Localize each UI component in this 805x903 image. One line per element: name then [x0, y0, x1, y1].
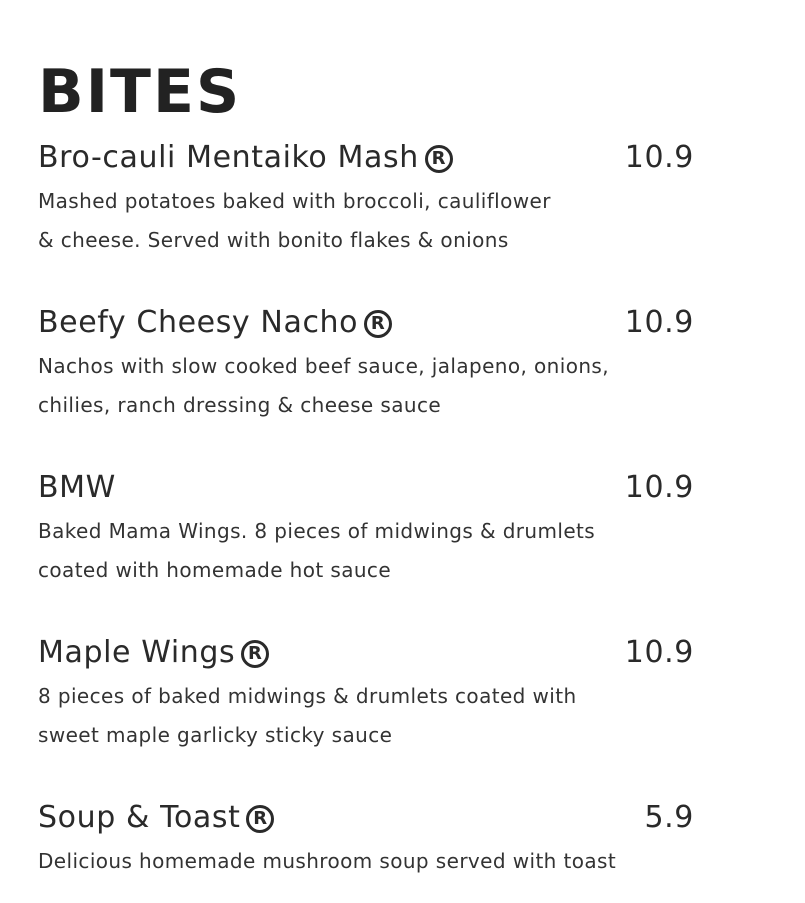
menu-item-name — [38, 303, 392, 343]
menu-item-header — [38, 468, 698, 508]
description-line: & cheese. Served with bonito flakes & onions — [38, 228, 509, 252]
menu-item-name-text: Beefy Cheesy Nacho — [38, 305, 359, 340]
registered-mark-icon: R — [364, 310, 392, 338]
menu-item-name — [38, 798, 274, 838]
menu-item-header — [38, 633, 698, 673]
section-title: BITES — [38, 57, 242, 127]
description-line: chilies, ranch dressing & cheese sauce — [38, 393, 442, 417]
menu-item-description — [38, 347, 698, 425]
menu-item — [38, 468, 698, 590]
description-line: Baked Mama Wings. 8 pieces of midwings & drumlets — [38, 519, 596, 543]
registered-mark-icon: R — [241, 640, 269, 668]
menu-item-name-text: Soup & Toast — [38, 800, 241, 835]
menu-item-description — [38, 182, 698, 260]
menu-item-header — [38, 138, 698, 178]
menu-item-price: 10.9 — [624, 470, 694, 505]
description-line: Delicious homemade mushroom soup served with toast — [38, 849, 617, 873]
registered-mark-icon: R — [246, 805, 274, 833]
description-line: Mashed potatoes baked with broccoli, cauliflower — [38, 189, 551, 213]
menu-item-description — [38, 677, 698, 755]
menu-item-price: 5.9 — [644, 800, 694, 835]
registered-mark-icon: R — [425, 145, 453, 173]
menu-item-name: BMW — [38, 470, 116, 505]
menu-item — [38, 633, 698, 755]
menu-item — [38, 303, 698, 425]
menu-item — [38, 798, 698, 881]
menu-item-name-text: Maple Wings — [38, 635, 236, 670]
menu-item — [38, 138, 698, 260]
description-line: 8 pieces of baked midwings & drumlets coated with — [38, 684, 577, 708]
menu-item-header — [38, 798, 698, 838]
description-line: coated with homemade hot sauce — [38, 558, 392, 582]
menu-item-price: 10.9 — [624, 140, 694, 175]
menu-item-description — [38, 842, 698, 881]
description-line: Nachos with slow cooked beef sauce, jalapeno, onions, — [38, 354, 609, 378]
menu-item-price: 10.9 — [624, 635, 694, 670]
menu-item-description — [38, 512, 698, 590]
menu-item-name — [38, 138, 453, 178]
menu-item-name — [38, 633, 269, 673]
menu-item-header — [38, 303, 698, 343]
menu-item-price: 10.9 — [624, 305, 694, 340]
menu-item-name-text: Bro-cauli Mentaiko Mash — [38, 140, 419, 175]
description-line: sweet maple garlicky sticky sauce — [38, 723, 393, 747]
